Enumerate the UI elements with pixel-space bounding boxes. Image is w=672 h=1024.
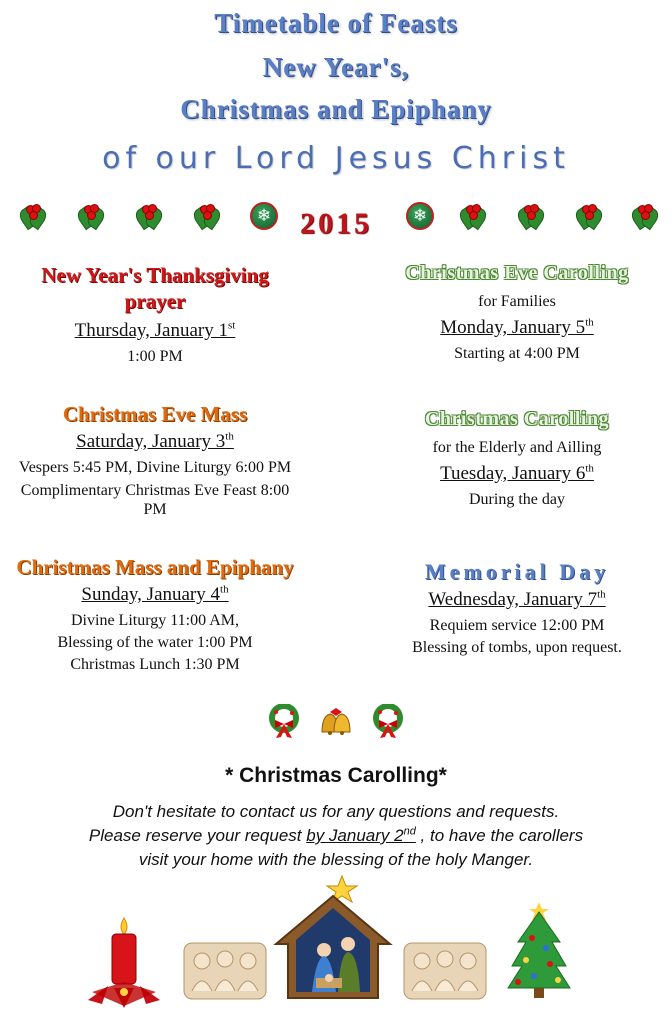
holly-icon — [134, 202, 162, 230]
event-date: Sunday, January 4th — [81, 583, 229, 605]
event-heading: Christmas Eve Mass — [62, 402, 248, 426]
event-heading-cont: prayer — [124, 289, 186, 313]
year-label: 2015 — [300, 207, 372, 240]
event-christmas-carolling — [362, 408, 672, 509]
event-detail: Starting at 4:00 PM — [454, 345, 580, 362]
wreath-icon — [372, 704, 402, 734]
event-heading: New Year's Thanksgiving — [41, 263, 269, 287]
event-heading: Christmas Eve Carolling — [405, 262, 629, 284]
event-detail: During the day — [469, 491, 565, 508]
event-date: Monday, January 5th — [440, 316, 594, 338]
candle-icon — [84, 912, 164, 1012]
angels-icon — [182, 937, 268, 1003]
carolling-line-2: Please reserve your request by January 2nd , to have the carollers — [88, 825, 584, 845]
snowflake-ornament-icon: ❄ — [406, 202, 434, 230]
event-detail: Vespers 5:45 PM, Divine Liturgy 6:00 PM — [18, 459, 292, 476]
carolling-line-1: Don't hesitate to contact us for any questions and requests. — [112, 802, 560, 821]
holly-icon — [458, 202, 486, 230]
event-date: Thursday, January 1st — [74, 319, 236, 341]
title-line-3: Christmas and Epiphany — [180, 94, 492, 124]
event-christmas-eve-mass — [0, 402, 310, 519]
wreath-icon — [268, 704, 298, 734]
event-detail: Complimentary Christmas Eve Feast 8:00 — [20, 482, 290, 499]
event-subtitle: for Families — [478, 293, 556, 310]
event-subtitle: for the Elderly and Ailling — [432, 439, 602, 456]
carolling-title: * Christmas Carolling* — [225, 764, 447, 787]
event-new-year — [0, 262, 310, 366]
event-heading: Christmas Mass and Epiphany — [16, 555, 294, 579]
event-detail: Blessing of the water 1:00 PM — [57, 634, 253, 651]
event-date: Saturday, January 3th — [76, 430, 234, 452]
angels-icon — [402, 937, 488, 1003]
event-detail: Blessing of tombs, upon request. — [412, 639, 622, 656]
holly-icon — [516, 202, 544, 230]
holly-icon — [630, 202, 658, 230]
event-christmas-eve-carolling — [362, 262, 672, 363]
event-memorial-day — [362, 559, 672, 657]
event-heading: Christmas Carolling — [424, 408, 610, 430]
event-date: Tuesday, January 6th — [440, 462, 594, 484]
title-line-2: New Year's, — [262, 52, 410, 82]
event-christmas-mass — [0, 555, 310, 676]
event-heading: Memorial Day — [424, 559, 610, 584]
christmas-tree-icon — [504, 900, 574, 1000]
bells-icon — [318, 706, 352, 736]
nativity-icon — [272, 874, 394, 1004]
event-detail: Requiem service 12:00 PM — [429, 617, 605, 634]
holly-icon — [76, 202, 104, 230]
carolling-line-3: visit your home with the blessing of the holy Manger. — [138, 850, 534, 869]
holly-icon — [18, 202, 46, 230]
event-date: Wednesday, January 7th — [428, 588, 606, 610]
title-line-1: Timetable of Feasts — [214, 8, 458, 38]
event-detail: PM — [143, 501, 167, 518]
snowflake-ornament-icon: ❄ — [250, 202, 278, 230]
holly-icon — [574, 202, 602, 230]
event-detail: Divine Liturgy 11:00 AM, — [71, 612, 239, 629]
event-detail: 1:00 PM — [127, 348, 183, 365]
holly-icon — [192, 202, 220, 230]
event-detail: Christmas Lunch 1:30 PM — [70, 656, 240, 673]
title-line-4: of our Lord Jesus Christ — [102, 141, 570, 176]
